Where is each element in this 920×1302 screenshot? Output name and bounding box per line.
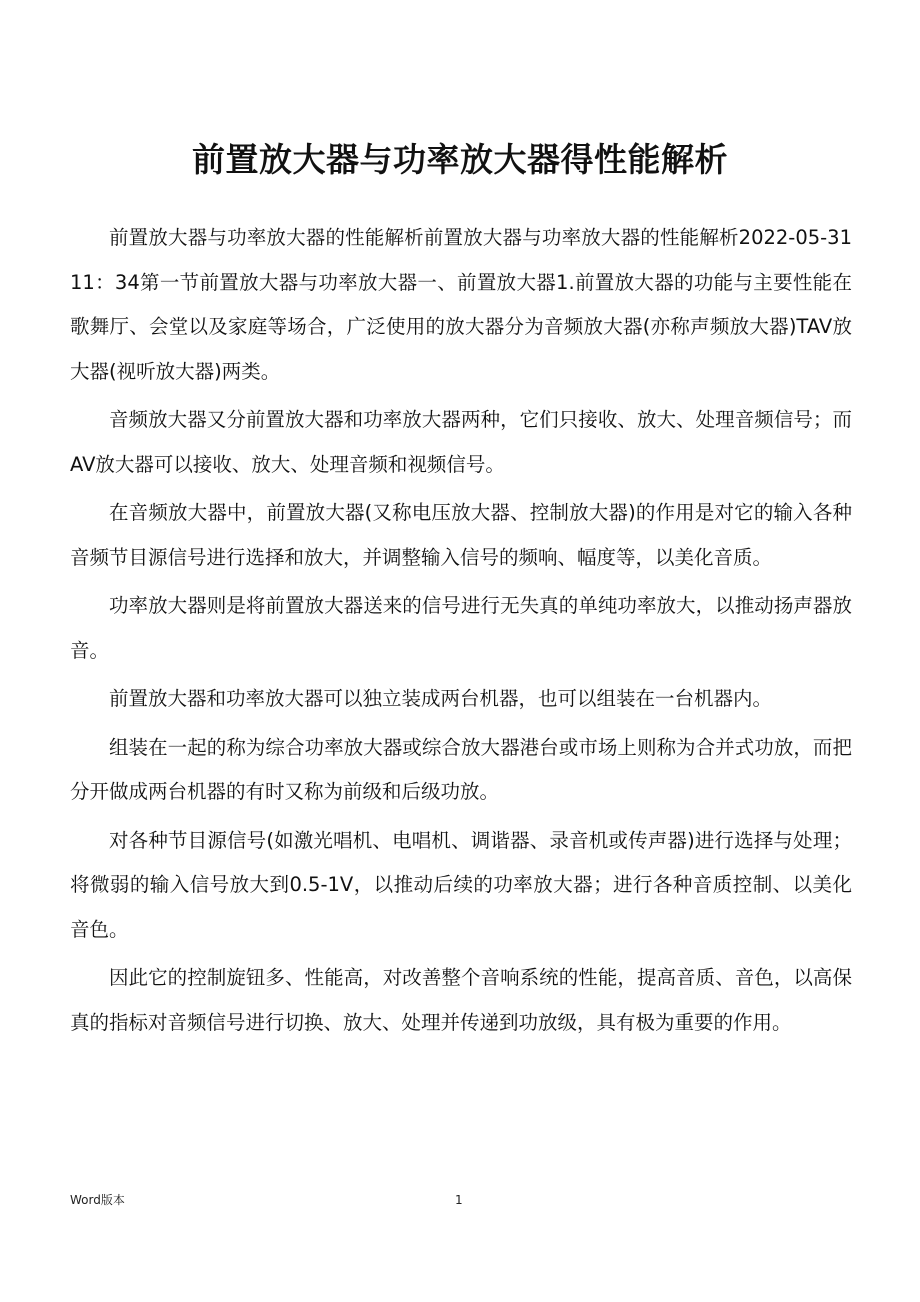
footer-label: Word版本 <box>70 1193 125 1207</box>
page-title: 前置放大器与功率放大器得性能解析 <box>192 140 728 179</box>
paragraph-5: 前置放大器和功率放大器可以独立装成两台机器，也可以组装在一台机器内。 <box>109 687 773 710</box>
paragraph-3: 在音频放大器中，前置放大器(又称电压放大器、控制放大器)的作用是对它的输入各种音频节目源信号进行选择和放大，并调整输入信号的频响、幅度等，以美化音质。 <box>70 501 852 569</box>
document-body <box>70 216 852 1049</box>
paragraph-6: 组装在一起的称为综合功率放大器或综合放大器港台或市场上则称为合并式功放，而把分开做成两台机器的有时又称为前级和后级功放。 <box>70 735 852 803</box>
paragraph-8: 因此它的控制旋钮多、性能高，对改善整个音响系统的性能，提高音质、音色，以高保真的指标对音频信号进行切换、放大、处理并传递到功放级，具有极为重要的作用。 <box>70 966 852 1034</box>
paragraph-2: 音频放大器又分前置放大器和功率放大器两种，它们只接收、放大、处理音频信号；而AV放大器可以接收、放大、处理音频和视频信号。 <box>70 408 852 476</box>
paragraph-7: 对各种节目源信号(如激光唱机、电唱机、调谐器、录音机或传声器)进行选择与处理；将微弱的输入信号放大到0.5-1V，以推动后续的功率放大器；进行各种音质控制、以美化音色。 <box>70 828 852 941</box>
page-number: 1 <box>455 1193 463 1207</box>
paragraph-1: 前置放大器与功率放大器的性能解析前置放大器与功率放大器的性能解析2022-05-3111：34第一节前置放大器与功率放大器一、前置放大器1.前置放大器的功能与主要性能在歌舞厅、会堂以及家庭等场合，广泛使用的放大器分为音频放大器(亦称声频放大器)TAV放大器(视听放大器)两类。 <box>70 226 852 383</box>
paragraph-4: 功率放大器则是将前置放大器送来的信号进行无失真的单纯功率放大，以推动扬声器放音。 <box>70 594 852 662</box>
